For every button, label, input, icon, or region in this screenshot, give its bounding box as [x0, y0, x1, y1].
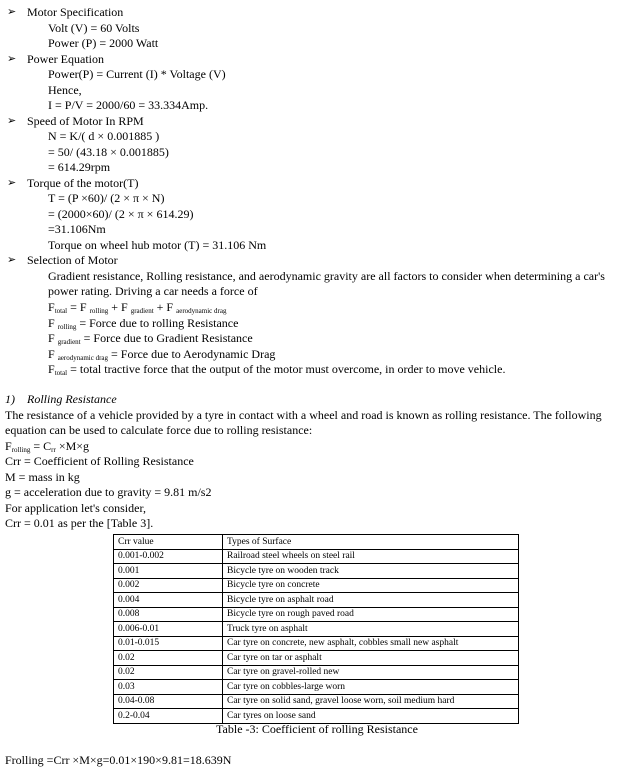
- section-heading: Torque of the motor(T): [27, 175, 139, 190]
- bullet-arrow-icon: ➢: [7, 52, 17, 65]
- text-line: Crr = 0.01 as per the [Table 3].: [5, 516, 154, 530]
- final-calculation: Frolling =Crr ×M×g=0.01×190×9.81=18.639N: [5, 753, 232, 767]
- text-line: M = mass in kg: [5, 469, 80, 484]
- table-cell: 0.006-0.01: [114, 622, 223, 637]
- table-cell: Bicycle tyre on rough paved road: [223, 607, 519, 622]
- table-cell: Bicycle tyre on wooden track: [223, 564, 519, 579]
- table-row: [114, 665, 519, 680]
- table-row: [114, 607, 519, 622]
- table-header-row: [114, 535, 519, 550]
- table-caption: Table -3: Coefficient of rolling Resistance: [216, 722, 418, 736]
- table-cell: Bicycle tyre on concrete: [223, 578, 519, 593]
- table-cell: Car tyre on gravel-rolled new: [223, 665, 519, 680]
- text-line: T = (P ×60)/ (2 × π × N): [48, 191, 165, 205]
- table-row: [114, 549, 519, 564]
- text-line: For application let's consider,: [5, 500, 146, 515]
- text-line: Torque on wheel hub motor (T) = 31.106 Nm: [48, 237, 267, 252]
- text-line: Power(P) = Current (I) * Voltage (V): [48, 67, 226, 81]
- text-line: Hence,: [48, 82, 82, 97]
- bullet-arrow-icon: ➢: [7, 114, 17, 127]
- text-line: Volt (V) = 60 Volts: [48, 20, 140, 35]
- text-line: g = acceleration due to gravity = 9.81 m/s2: [5, 485, 212, 499]
- text-line: =31.106Nm: [48, 222, 106, 236]
- table-cell: 0.002: [114, 578, 223, 593]
- subsection-heading: 1) Rolling Resistance: [5, 392, 117, 406]
- text-line: Crr = Coefficient of Rolling Resistance: [5, 454, 194, 468]
- table-cell: Car tyre on cobbles-large worn: [223, 680, 519, 695]
- text-line: = 50/ (43.18 × 0.001885): [48, 144, 169, 159]
- force-equation: $F_{total} = F$ $_{rolling}$ + F $_{gradient}$ + F $_{aerodynamic drag}$: [48, 300, 227, 315]
- table-cell: 0.03: [114, 680, 223, 695]
- definition-line: $F_{total}$ = total tractive force that the output of the motor must overcome, in order to move vehicle.: [48, 362, 506, 377]
- table-cell: Car tyre on concrete, new asphalt, cobbles small new asphalt: [223, 636, 519, 651]
- section-heading: Speed of Motor In RPM: [27, 113, 144, 128]
- bullet-arrow-icon: ➢: [7, 254, 17, 266]
- section-heading: Power Equation: [27, 51, 104, 66]
- table-cell: 0.2-0.04: [114, 709, 223, 724]
- rolling-formula: $F_{rolling} = C_{rr} \times M\times g$: [5, 438, 90, 454]
- table-row: [114, 593, 519, 608]
- table-header-cell: Types of Surface: [223, 535, 519, 550]
- table-row: [114, 578, 519, 593]
- table-cell: Truck tyre on asphalt: [223, 622, 519, 637]
- text-line: Power (P) = 2000 Watt: [48, 36, 159, 50]
- table-row: [114, 622, 519, 637]
- paragraph: Gradient resistance, Rolling resistance, and aerodynamic gravity are all factors to consider when determining a car's power rating. Driving a car needs a force of: [48, 268, 605, 298]
- table-cell: 0.04-0.08: [114, 694, 223, 709]
- table-cell: 0.004: [114, 593, 223, 608]
- table-cell: 0.001: [114, 564, 223, 579]
- table-cell: Car tyre on solid sand, gravel loose worn, soil medium hard: [223, 694, 519, 709]
- bullet-arrow-icon: ➢: [7, 176, 17, 189]
- table-row: [114, 636, 519, 651]
- table-cell: 0.02: [114, 651, 223, 666]
- table-cell: 0.001-0.002: [114, 549, 223, 564]
- table-row: [114, 709, 519, 724]
- table-cell: 0.008: [114, 607, 223, 622]
- table-cell: Bicycle tyre on asphalt road: [223, 593, 519, 608]
- paragraph: The resistance of a vehicle provided by a tyre in contact with a wheel and road is known as rolling resistance. The following equation can be used to calculate force due to rolling resistance:: [5, 407, 602, 437]
- text-line: N = K/( d × 0.001885 ): [48, 129, 160, 143]
- text-line: I = P/V = 2000/60 = 33.334Amp.: [48, 98, 209, 112]
- table-row: [114, 680, 519, 695]
- definition-line: F $_{gradient}$ = Force due to Gradient Resistance: [48, 331, 253, 346]
- table-row: [114, 694, 519, 709]
- table-cell: 0.01-0.015: [114, 636, 223, 651]
- text-line: = (2000×60)/ (2 × π × 614.29): [48, 206, 194, 221]
- rolling-resistance-table: [113, 534, 519, 724]
- bullet-arrow-icon: ➢: [7, 6, 17, 18]
- table-cell: Railroad steel wheels on steel rail: [223, 549, 519, 564]
- table-cell: Car tyre on tar or asphalt: [223, 651, 519, 666]
- table-row: [114, 564, 519, 579]
- table-cell: 0.02: [114, 665, 223, 680]
- section-heading: Selection of Motor: [27, 253, 118, 267]
- section-heading: Motor Specification: [27, 5, 124, 19]
- table-row: [114, 651, 519, 666]
- table-header-cell: Crr value: [114, 535, 223, 550]
- definition-line: F $_{aerodynamic drag}$ = Force due to Aerodynamic Drag: [48, 346, 276, 362]
- table-cell: Car tyres on loose sand: [223, 709, 519, 724]
- definition-line: F $_{rolling}$ = Force due to rolling Resistance: [48, 315, 239, 331]
- text-line: = 614.29rpm: [48, 160, 111, 174]
